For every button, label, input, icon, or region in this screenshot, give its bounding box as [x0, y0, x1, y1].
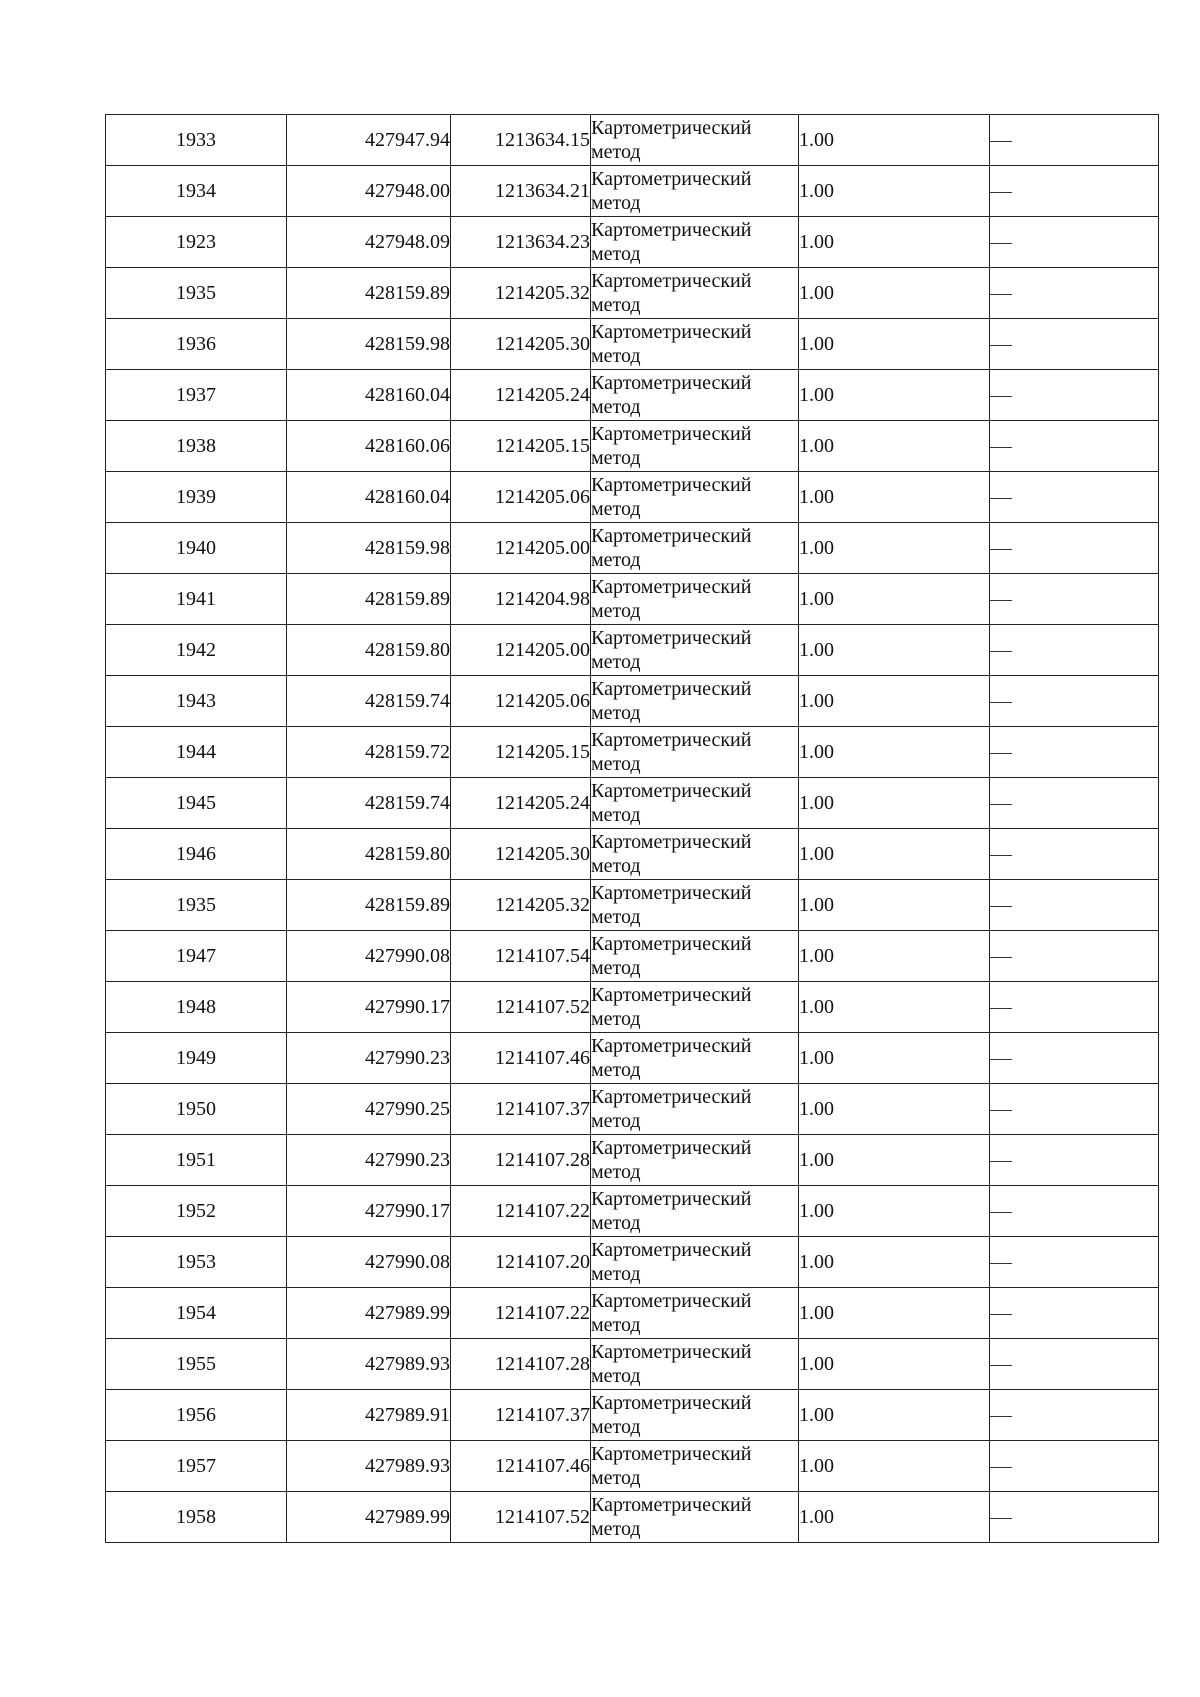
dash-mark [990, 1263, 1012, 1264]
method-cell [591, 472, 799, 523]
description-cell [990, 676, 1159, 727]
point-number-cell: 1935 [106, 268, 287, 319]
x-coordinate-cell: 427990.17 [287, 1186, 451, 1237]
accuracy-cell: 1.00 [799, 931, 990, 982]
accuracy-cell: 1.00 [799, 421, 990, 472]
dash-mark [990, 396, 1012, 397]
x-coordinate-cell: 427990.23 [287, 1033, 451, 1084]
method-cell [591, 982, 799, 1033]
point-number-cell: 1943 [106, 676, 287, 727]
method-text-line-1: Картометрический [591, 933, 752, 955]
x-coordinate-cell: 427990.25 [287, 1084, 451, 1135]
method-text-line-2: метод [591, 1008, 641, 1030]
y-coordinate-cell: 1214107.52 [451, 982, 591, 1033]
y-coordinate-cell: 1214205.24 [451, 370, 591, 421]
accuracy-cell: 1.00 [799, 1339, 990, 1390]
dash-mark [990, 1416, 1012, 1417]
y-coordinate-cell: 1213634.21 [451, 166, 591, 217]
description-cell [990, 778, 1159, 829]
accuracy-cell: 1.00 [799, 1186, 990, 1237]
point-number-cell: 1957 [106, 1441, 287, 1492]
accuracy-cell: 1.00 [799, 166, 990, 217]
y-coordinate-cell: 1214204.98 [451, 574, 591, 625]
method-cell [591, 1186, 799, 1237]
table-row [106, 1441, 1159, 1492]
method-cell [591, 1084, 799, 1135]
point-number-cell: 1946 [106, 829, 287, 880]
x-coordinate-cell: 428159.74 [287, 778, 451, 829]
dash-mark [990, 1314, 1012, 1315]
method-cell [591, 1492, 799, 1543]
point-number-cell: 1956 [106, 1390, 287, 1441]
method-text-line-1: Картометрический [591, 525, 752, 547]
y-coordinate-cell: 1214205.30 [451, 829, 591, 880]
x-coordinate-cell: 427948.09 [287, 217, 451, 268]
table-row [106, 982, 1159, 1033]
accuracy-cell: 1.00 [799, 472, 990, 523]
method-cell [591, 778, 799, 829]
accuracy-cell: 1.00 [799, 1033, 990, 1084]
description-cell [990, 1084, 1159, 1135]
description-cell [990, 1237, 1159, 1288]
method-text-line-2: метод [591, 1467, 641, 1489]
accuracy-cell: 1.00 [799, 1441, 990, 1492]
x-coordinate-cell: 428160.04 [287, 472, 451, 523]
accuracy-cell: 1.00 [799, 115, 990, 166]
point-number-cell: 1944 [106, 727, 287, 778]
description-cell [990, 829, 1159, 880]
table-row [106, 880, 1159, 931]
description-cell [990, 1441, 1159, 1492]
x-coordinate-cell: 427989.99 [287, 1492, 451, 1543]
dash-mark [990, 855, 1012, 856]
x-coordinate-cell: 428159.89 [287, 880, 451, 931]
x-coordinate-cell: 427990.08 [287, 1237, 451, 1288]
method-text-line-2: метод [591, 1212, 641, 1234]
method-text-line-1: Картометрический [591, 1035, 752, 1057]
dash-mark [990, 1110, 1012, 1111]
dash-mark [990, 498, 1012, 499]
x-coordinate-cell: 428159.89 [287, 268, 451, 319]
dash-mark [990, 753, 1012, 754]
y-coordinate-cell: 1214205.24 [451, 778, 591, 829]
method-text-line-2: метод [591, 1161, 641, 1183]
dash-mark [990, 141, 1012, 142]
x-coordinate-cell: 427948.00 [287, 166, 451, 217]
method-text-line-2: метод [591, 1314, 641, 1336]
dash-mark [990, 1518, 1012, 1519]
point-number-cell: 1953 [106, 1237, 287, 1288]
x-coordinate-cell: 427947.94 [287, 115, 451, 166]
x-coordinate-cell: 427989.93 [287, 1339, 451, 1390]
y-coordinate-cell: 1214107.22 [451, 1288, 591, 1339]
point-number-cell: 1937 [106, 370, 287, 421]
accuracy-cell: 1.00 [799, 880, 990, 931]
x-coordinate-cell: 428159.74 [287, 676, 451, 727]
point-number-cell: 1947 [106, 931, 287, 982]
accuracy-cell: 1.00 [799, 1492, 990, 1543]
description-cell [990, 1339, 1159, 1390]
dash-mark [990, 447, 1012, 448]
table-row [106, 778, 1159, 829]
x-coordinate-cell: 428159.80 [287, 829, 451, 880]
method-cell [591, 676, 799, 727]
dash-mark [990, 549, 1012, 550]
method-cell [591, 931, 799, 982]
x-coordinate-cell: 428159.80 [287, 625, 451, 676]
table-row [106, 472, 1159, 523]
method-text-line-2: метод [591, 396, 641, 418]
accuracy-cell: 1.00 [799, 778, 990, 829]
x-coordinate-cell: 428159.98 [287, 319, 451, 370]
point-number-cell: 1923 [106, 217, 287, 268]
dash-mark [990, 1365, 1012, 1366]
dash-mark [990, 651, 1012, 652]
dash-mark [990, 1161, 1012, 1162]
y-coordinate-cell: 1214107.28 [451, 1339, 591, 1390]
method-text-line-1: Картометрический [591, 576, 752, 598]
method-text-line-2: метод [591, 906, 641, 928]
y-coordinate-cell: 1214107.20 [451, 1237, 591, 1288]
description-cell [990, 1135, 1159, 1186]
method-cell [591, 370, 799, 421]
table-row [106, 931, 1159, 982]
method-text-line-2: метод [591, 1059, 641, 1081]
x-coordinate-cell: 427990.08 [287, 931, 451, 982]
method-text-line-2: метод [591, 141, 641, 163]
point-number-cell: 1935 [106, 880, 287, 931]
accuracy-cell: 1.00 [799, 676, 990, 727]
method-text-line-2: метод [591, 804, 641, 826]
method-text-line-1: Картометрический [591, 1188, 752, 1210]
method-text-line-1: Картометрический [591, 321, 752, 343]
table-row [106, 1186, 1159, 1237]
table-row [106, 268, 1159, 319]
description-cell [990, 625, 1159, 676]
method-text-line-1: Картометрический [591, 1443, 752, 1465]
method-text-line-1: Картометрический [591, 831, 752, 853]
x-coordinate-cell: 428160.06 [287, 421, 451, 472]
table-row [106, 625, 1159, 676]
y-coordinate-cell: 1214205.32 [451, 268, 591, 319]
point-number-cell: 1954 [106, 1288, 287, 1339]
table-row [106, 421, 1159, 472]
method-cell [591, 523, 799, 574]
accuracy-cell: 1.00 [799, 217, 990, 268]
method-text-line-1: Картометрический [591, 1494, 752, 1516]
dash-mark [990, 1467, 1012, 1468]
table-row [106, 676, 1159, 727]
point-number-cell: 1951 [106, 1135, 287, 1186]
accuracy-cell: 1.00 [799, 319, 990, 370]
accuracy-cell: 1.00 [799, 574, 990, 625]
point-number-cell: 1958 [106, 1492, 287, 1543]
method-text-line-1: Картометрический [591, 729, 752, 751]
dash-mark [990, 957, 1012, 958]
method-cell [591, 268, 799, 319]
method-cell [591, 829, 799, 880]
description-cell [990, 268, 1159, 319]
method-cell [591, 1441, 799, 1492]
description-cell [990, 523, 1159, 574]
method-text-line-2: метод [591, 753, 641, 775]
method-text-line-2: метод [591, 957, 641, 979]
method-cell [591, 574, 799, 625]
accuracy-cell: 1.00 [799, 1135, 990, 1186]
y-coordinate-cell: 1214107.37 [451, 1084, 591, 1135]
y-coordinate-cell: 1214107.37 [451, 1390, 591, 1441]
description-cell [990, 931, 1159, 982]
table-row [106, 1237, 1159, 1288]
point-number-cell: 1940 [106, 523, 287, 574]
dash-mark [990, 1059, 1012, 1060]
method-text-line-1: Картометрический [591, 1341, 752, 1363]
method-text-line-1: Картометрический [591, 1239, 752, 1261]
table-row [106, 115, 1159, 166]
dash-mark [990, 1212, 1012, 1213]
accuracy-cell: 1.00 [799, 370, 990, 421]
description-cell [990, 1492, 1159, 1543]
method-cell [591, 625, 799, 676]
y-coordinate-cell: 1214205.00 [451, 625, 591, 676]
dash-mark [990, 192, 1012, 193]
method-text-line-1: Картометрический [591, 1290, 752, 1312]
table-row [106, 1339, 1159, 1390]
method-cell [591, 1339, 799, 1390]
y-coordinate-cell: 1214107.46 [451, 1441, 591, 1492]
x-coordinate-cell: 427990.23 [287, 1135, 451, 1186]
point-number-cell: 1945 [106, 778, 287, 829]
method-cell [591, 1390, 799, 1441]
method-text-line-1: Картометрический [591, 372, 752, 394]
dash-mark [990, 702, 1012, 703]
accuracy-cell: 1.00 [799, 1237, 990, 1288]
point-number-cell: 1949 [106, 1033, 287, 1084]
dash-mark [990, 294, 1012, 295]
method-text-line-1: Картометрический [591, 219, 752, 241]
y-coordinate-cell: 1213634.15 [451, 115, 591, 166]
point-number-cell: 1952 [106, 1186, 287, 1237]
point-number-cell: 1955 [106, 1339, 287, 1390]
method-cell [591, 880, 799, 931]
x-coordinate-cell: 427990.17 [287, 982, 451, 1033]
method-text-line-1: Картометрический [591, 423, 752, 445]
method-text-line-2: метод [591, 294, 641, 316]
table-row [106, 370, 1159, 421]
y-coordinate-cell: 1214205.30 [451, 319, 591, 370]
table-row [106, 1492, 1159, 1543]
y-coordinate-cell: 1214205.00 [451, 523, 591, 574]
description-cell [990, 370, 1159, 421]
table-row [106, 1390, 1159, 1441]
method-cell [591, 1033, 799, 1084]
method-text-line-1: Картометрический [591, 474, 752, 496]
method-cell [591, 166, 799, 217]
method-text-line-1: Картометрический [591, 117, 752, 139]
description-cell [990, 421, 1159, 472]
accuracy-cell: 1.00 [799, 268, 990, 319]
x-coordinate-cell: 428159.89 [287, 574, 451, 625]
method-cell [591, 727, 799, 778]
accuracy-cell: 1.00 [799, 523, 990, 574]
description-cell [990, 115, 1159, 166]
table-row [106, 829, 1159, 880]
accuracy-cell: 1.00 [799, 982, 990, 1033]
point-number-cell: 1948 [106, 982, 287, 1033]
method-text-line-1: Картометрический [591, 984, 752, 1006]
description-cell [990, 982, 1159, 1033]
dash-mark [990, 345, 1012, 346]
x-coordinate-cell: 428160.04 [287, 370, 451, 421]
method-cell [591, 1237, 799, 1288]
table-row [106, 319, 1159, 370]
accuracy-cell: 1.00 [799, 727, 990, 778]
description-cell [990, 1186, 1159, 1237]
table-row [106, 1084, 1159, 1135]
method-text-line-1: Картометрический [591, 1137, 752, 1159]
method-text-line-2: метод [591, 600, 641, 622]
y-coordinate-cell: 1214107.54 [451, 931, 591, 982]
table-row [106, 166, 1159, 217]
method-text-line-2: метод [591, 855, 641, 877]
method-cell [591, 115, 799, 166]
table-row [106, 574, 1159, 625]
accuracy-cell: 1.00 [799, 829, 990, 880]
description-cell [990, 472, 1159, 523]
method-text-line-2: метод [591, 1263, 641, 1285]
table-row [106, 217, 1159, 268]
method-cell [591, 319, 799, 370]
table-row [106, 523, 1159, 574]
table-row [106, 1135, 1159, 1186]
point-number-cell: 1938 [106, 421, 287, 472]
method-text-line-1: Картометрический [591, 780, 752, 802]
method-text-line-1: Картометрический [591, 627, 752, 649]
point-number-cell: 1933 [106, 115, 287, 166]
description-cell [990, 319, 1159, 370]
method-text-line-1: Картометрический [591, 1392, 752, 1414]
method-text-line-2: метод [591, 651, 641, 673]
method-text-line-1: Картометрический [591, 1086, 752, 1108]
method-text-line-2: метод [591, 1518, 641, 1540]
y-coordinate-cell: 1214205.15 [451, 421, 591, 472]
method-text-line-2: метод [591, 1110, 641, 1132]
method-text-line-2: метод [591, 702, 641, 724]
description-cell [990, 574, 1159, 625]
dash-mark [990, 1008, 1012, 1009]
x-coordinate-cell: 428159.72 [287, 727, 451, 778]
x-coordinate-cell: 427989.91 [287, 1390, 451, 1441]
description-cell [990, 727, 1159, 778]
method-cell [591, 217, 799, 268]
method-text-line-2: метод [591, 345, 641, 367]
accuracy-cell: 1.00 [799, 1288, 990, 1339]
accuracy-cell: 1.00 [799, 1390, 990, 1441]
method-cell [591, 1288, 799, 1339]
coordinates-table [105, 114, 1159, 1543]
point-number-cell: 1939 [106, 472, 287, 523]
method-text-line-2: метод [591, 192, 641, 214]
point-number-cell: 1950 [106, 1084, 287, 1135]
dash-mark [990, 804, 1012, 805]
x-coordinate-cell: 428159.98 [287, 523, 451, 574]
method-text-line-2: метод [591, 447, 641, 469]
table-body [106, 115, 1159, 1543]
y-coordinate-cell: 1213634.23 [451, 217, 591, 268]
description-cell [990, 880, 1159, 931]
x-coordinate-cell: 427989.93 [287, 1441, 451, 1492]
method-cell [591, 421, 799, 472]
accuracy-cell: 1.00 [799, 1084, 990, 1135]
x-coordinate-cell: 427989.99 [287, 1288, 451, 1339]
point-number-cell: 1941 [106, 574, 287, 625]
point-number-cell: 1936 [106, 319, 287, 370]
y-coordinate-cell: 1214107.22 [451, 1186, 591, 1237]
y-coordinate-cell: 1214205.06 [451, 472, 591, 523]
y-coordinate-cell: 1214107.52 [451, 1492, 591, 1543]
description-cell [990, 1390, 1159, 1441]
dash-mark [990, 243, 1012, 244]
description-cell [990, 217, 1159, 268]
point-number-cell: 1934 [106, 166, 287, 217]
method-text-line-2: метод [591, 1365, 641, 1387]
table-row [106, 1033, 1159, 1084]
table-row [106, 727, 1159, 778]
method-text-line-2: метод [591, 243, 641, 265]
table-row [106, 1288, 1159, 1339]
y-coordinate-cell: 1214107.46 [451, 1033, 591, 1084]
description-cell [990, 166, 1159, 217]
method-text-line-2: метод [591, 549, 641, 571]
point-number-cell: 1942 [106, 625, 287, 676]
dash-mark [990, 906, 1012, 907]
method-text-line-2: метод [591, 498, 641, 520]
y-coordinate-cell: 1214205.32 [451, 880, 591, 931]
dash-mark [990, 600, 1012, 601]
method-text-line-1: Картометрический [591, 678, 752, 700]
method-cell [591, 1135, 799, 1186]
method-text-line-1: Картометрический [591, 882, 752, 904]
y-coordinate-cell: 1214205.15 [451, 727, 591, 778]
method-text-line-1: Картометрический [591, 168, 752, 190]
y-coordinate-cell: 1214107.28 [451, 1135, 591, 1186]
y-coordinate-cell: 1214205.06 [451, 676, 591, 727]
description-cell [990, 1033, 1159, 1084]
description-cell [990, 1288, 1159, 1339]
method-text-line-1: Картометрический [591, 270, 752, 292]
method-text-line-2: метод [591, 1416, 641, 1438]
accuracy-cell: 1.00 [799, 625, 990, 676]
